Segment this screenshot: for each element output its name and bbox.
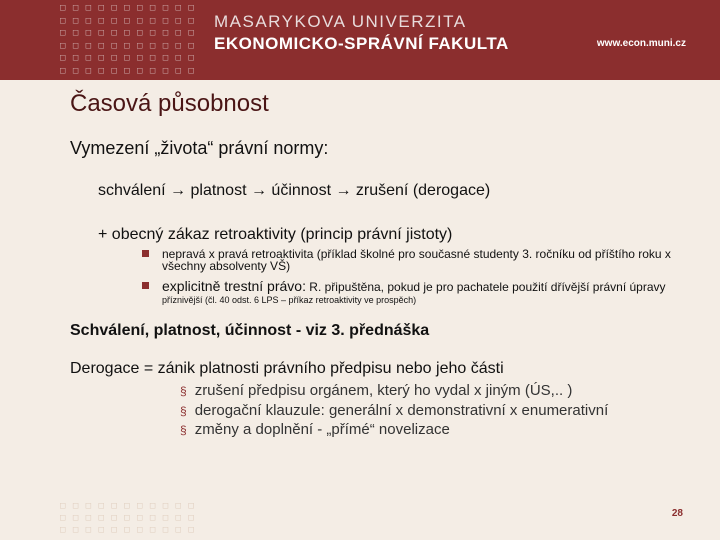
header-banner [0, 0, 720, 80]
derogace-list-item [180, 421, 450, 438]
bullet-footnote: příznivější (čl. 40 odst. 6 LPS – příkaz retroaktivity ve prospěch) [162, 295, 417, 305]
derogace-label: Derogace = [70, 360, 154, 377]
slide-subtitle: Vymezení „života“ právní normy: [70, 138, 329, 158]
section-reference: Schválení, platnost, účinnost - viz 3. přednáška [70, 322, 430, 339]
derogace-text: zánik platnosti právního předpisu nebo jeho části [153, 360, 504, 377]
square-bullet-icon [142, 282, 149, 289]
website-url: www.econ.muni.cz [596, 38, 686, 49]
square-bullet-icon: § [180, 384, 187, 398]
bullet-text: nepravá x pravá retroaktivita (příklad školné pro současné studenty 3. ročníku od příštího roku x všechny absolventy VŠ) [162, 247, 671, 273]
square-bullet-icon: § [180, 404, 187, 418]
bullet-detail: R. připuštěna, pokud je pro pachatele použití dřívější právní úpravy [305, 280, 666, 294]
bullet-emphasis: explicitně trestní právo: [162, 278, 306, 294]
derogace-item-text: změny a doplnění - „přímé“ novelizace [194, 421, 450, 438]
derogace-list-item [180, 402, 608, 419]
footer-dot-pattern: □ □ □ □ □ □ □ □ □ □ □ □ □ □ □ □ □ □ □ □ □ □ □ □ □ □ □ □ □ □ □ □ □ [60, 501, 195, 535]
bullet-text [162, 280, 684, 306]
square-bullet-icon [142, 250, 149, 257]
bullet-item [142, 280, 684, 306]
square-bullet-icon: § [180, 423, 187, 437]
retroactivity-line: + obecný zákaz retroaktivity (princip právní jistoty) [98, 226, 453, 243]
slide-title: Časová působnost [70, 90, 269, 117]
derogace-list-item [180, 382, 572, 399]
faculty-name: EKONOMICKO-SPRÁVNÍ FAKULTA [214, 34, 509, 53]
lifecycle-line: schválení → platnost → účinnost → zrušení (derogace) [98, 182, 491, 199]
logo-dot-pattern: □ □ □ □ □ □ □ □ □ □ □ □ □ □ □ □ □ □ □ □ □ □ □ □ □ □ □ □ □ □ □ □ □ □ □ □ □ □ □ □ □ □ □ □ □ □ □ □ □ □ □ □ □ □ □ □ □ □ □ □ □ □ □ □ □ □ [60, 3, 195, 76]
page-number: 28 [671, 508, 683, 519]
university-name: MASARYKOVA UNIVERZITA [214, 12, 467, 31]
derogace-definition [70, 360, 504, 378]
derogace-item-text: zrušení předpisu orgánem, který ho vydal x jiným (ÚS,.. ) [194, 382, 573, 399]
bullet-item [142, 248, 684, 272]
derogace-item-text: derogační klauzule: generální x demonstrativní x enumerativní [194, 402, 609, 419]
